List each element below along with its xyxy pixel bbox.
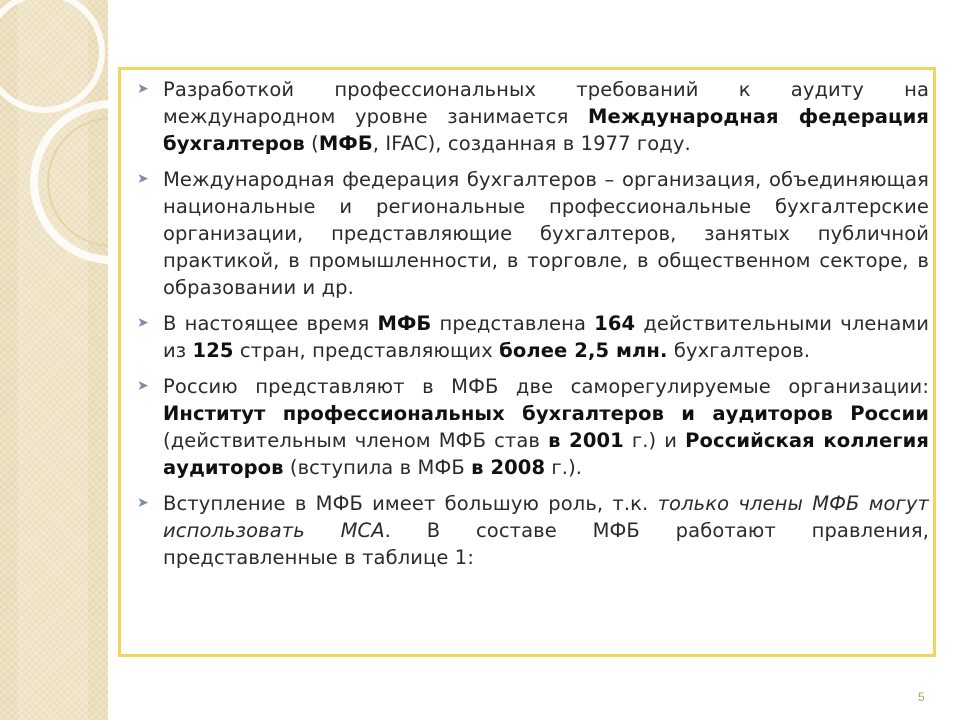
bold-text: 125 bbox=[192, 339, 234, 362]
bold-text: в 2008 bbox=[471, 456, 546, 479]
bold-text: 164 bbox=[594, 312, 636, 335]
bullet-item: ➤ Россию представляют в МФБ две саморегулируемые организации: Институт профессиональных бухгалтеров и аудиторов России (действительным членом МФБ став в 2001 г.) и Российская коллегия аудиторов (вступила в МФБ в 2008 г.). bbox=[137, 375, 929, 479]
bold-text: Российская коллегия аудиторов bbox=[163, 429, 929, 479]
arrow-bullet-icon: ➤ bbox=[137, 495, 149, 511]
arrow-bullet-icon: ➤ bbox=[137, 171, 149, 187]
bold-text: Международная федерация бухгалтеров bbox=[163, 105, 929, 155]
bullet-item: ➤ Вступление в МФБ имеет большую роль, т.к. только члены МФБ могут использовать МСА. В составе МФБ работают правления, представленные в таблице 1: bbox=[137, 492, 929, 569]
bullet-item: ➤ В настоящее время МФБ представлена 164 действительными членами из 125 стран, представляющих более 2,5 млн. бухгалтеров. bbox=[137, 312, 929, 362]
bold-text: Институт профессиональных бухгалтеров и аудиторов России bbox=[163, 402, 929, 425]
bullet-list bbox=[135, 76, 929, 580]
bold-text: более 2,5 млн. bbox=[499, 339, 668, 362]
bullet-item: ➤ Разработкой профессиональных требований к аудиту на международном уровне занимается Международная федерация бухгалтеров (МФБ, IFAC), созданная в 1977 году. bbox=[137, 78, 929, 155]
bold-text: МФБ bbox=[318, 132, 373, 155]
decorative-side-panel bbox=[0, 0, 108, 720]
arrow-bullet-icon: ➤ bbox=[137, 81, 149, 97]
bold-text: в 2001 bbox=[548, 429, 624, 452]
italic-text: только члены МФБ могут использовать МСА bbox=[163, 492, 929, 542]
content-box bbox=[118, 67, 936, 657]
arrow-bullet-icon: ➤ bbox=[137, 378, 149, 394]
arrow-bullet-icon: ➤ bbox=[137, 315, 149, 331]
decorative-rings bbox=[0, 0, 108, 720]
bullet-item: ➤ Международная федерация бухгалтеров – организация, объединяющая национальные и региональные профессиональные бухгалтерские организации, представляющие бухгалтеров, занятых публичной практикой, в промышленности, в торговле, в общественном секторе, в образовании и др. bbox=[137, 168, 929, 299]
page-number: 5 bbox=[918, 690, 925, 704]
bold-text: МФБ bbox=[377, 312, 432, 335]
